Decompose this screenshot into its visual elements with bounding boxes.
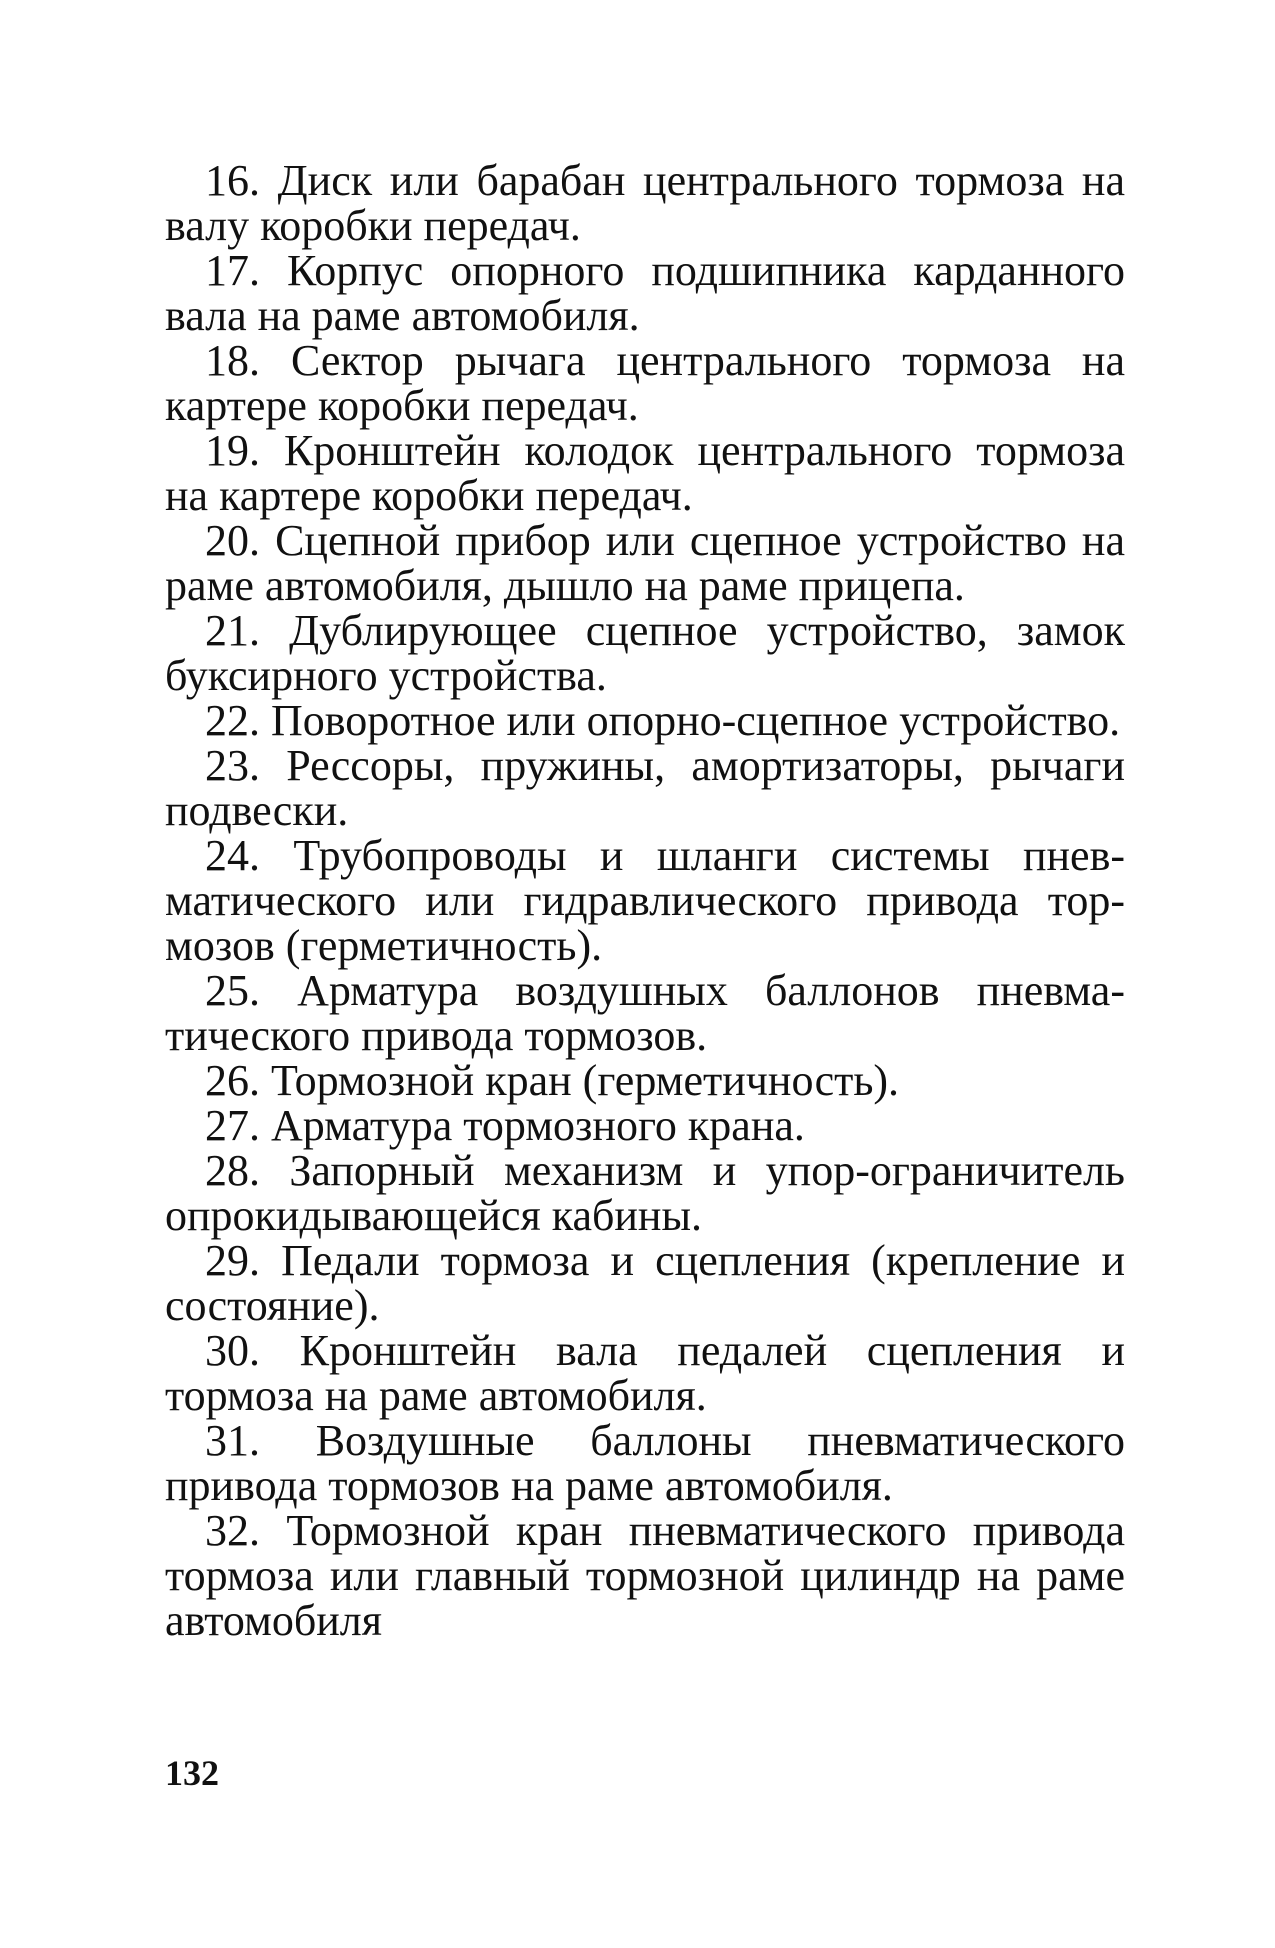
list-item: 32. Тормозной кран пневматического привода тормоза или главный тормозной цилиндр на раме автомобиля bbox=[165, 1506, 1125, 1645]
list-item: 23. Рессоры, пружины, амортизаторы, рычаги подвески. bbox=[165, 741, 1125, 835]
list-item: 18. Сектор рычага центрального тормоза на картере коробки передач. bbox=[165, 336, 1125, 430]
list-item: 31. Воздушные баллоны пневматического привода тормозов на раме автомобиля. bbox=[165, 1416, 1125, 1510]
list-item: 21. Дублирующее сцепное устройство, замок буксирного устройства. bbox=[165, 606, 1125, 700]
list-item: 29. Педали тормоза и сцепления (крепление и состояние). bbox=[165, 1236, 1125, 1330]
item-list bbox=[165, 158, 1125, 1643]
list-item: 22. Поворотное или опорно-сцепное устройство. bbox=[205, 696, 1121, 745]
list-item: 26. Тормозной кран (герметичность). bbox=[205, 1056, 900, 1105]
list-item: 16. Диск или барабан центрального тормоза на валу коробки передач. bbox=[165, 156, 1125, 250]
list-item: 27. Арматура тормозного крана. bbox=[205, 1101, 805, 1150]
list-item: 28. Запорный механизм и упор-ограничитель опрокидывающейся кабины. bbox=[165, 1146, 1125, 1240]
list-item: 17. Корпус опорного подшипника карданного вала на раме автомобиля. bbox=[165, 246, 1125, 340]
page-number: 132 bbox=[165, 1753, 219, 1793]
list-item: 19. Кронштейн колодок центрального тормоза на картере коробки передач. bbox=[165, 426, 1125, 520]
list-item: 20. Сцепной прибор или сцепное устройство на раме автомобиля, дышло на раме прицепа. bbox=[165, 516, 1125, 610]
list-item: 24. Трубопроводы и шланги системы пневматического или гидравлического привода тормозов (герметичность). bbox=[165, 831, 1125, 970]
list-item: 25. Арматура воздушных баллонов пневматического привода тормозов. bbox=[165, 966, 1125, 1060]
list-item: 30. Кронштейн вала педалей сцепления и тормоза на раме автомобиля. bbox=[165, 1326, 1125, 1420]
